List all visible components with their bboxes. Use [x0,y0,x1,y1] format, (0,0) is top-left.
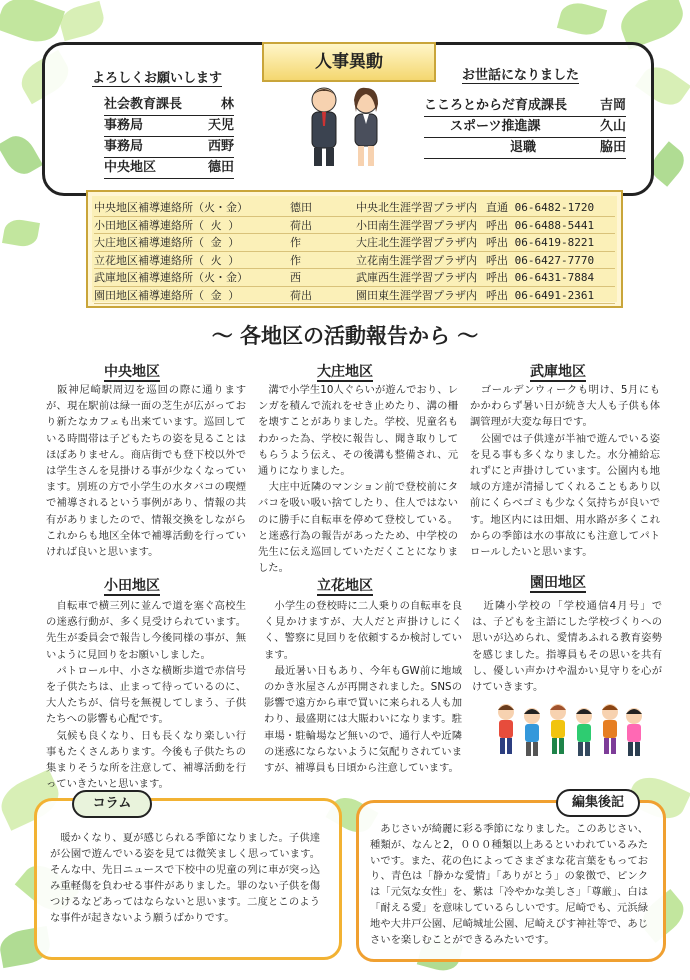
afterword-text: あじさいが綺麗に彩る季節になりました。このあじさい、種類が、なんと2，０００種類以上あるといわれているみたいです。また、花の色によってさまざまな花言葉をもっており、青色は「静かな愛情」「ありがとう」の象徴で、ピンクは「元気な女性」を、紫は「冷やかな美しさ」「尊厳」、白は「耐える愛」を意味しているらしいです。尼崎でも、元浜緑地や大井戸公園、尼崎城址公園、尼崎えびす神社等で、あじさいを楽しむことができるみたいです。 [370,823,649,946]
office-office: 中央地区補導連絡所（火・金） [94,201,248,214]
office-row [94,251,615,270]
district-text-sonoda: 近隣小学校の「学校通信4月号」では、子どもを主語にした学校づくりへの思いが込められ、愛情あふれる教育姿勢を感じました。指導員もその思いを共有し、優しい声かけや温かい見守りを心がけていきます。 [472,600,662,694]
office-staff: 荷出 [290,218,312,232]
office-contact-table [86,190,623,308]
list-item: こころとからだ育成課長 吉岡 [424,96,626,117]
outgoing-greeting: お世話になりました [462,64,579,84]
district-title-daisho: 大庄地区 [317,364,373,380]
list-item: 退職 脇田 [424,138,626,159]
district-title-tachibana: 立花地区 [317,578,373,594]
office-office: 立花地区補導連絡所（ 火 ） [94,253,240,267]
office-row [94,216,615,235]
office-office: 小田地区補導連絡所（ 火 ） [94,218,240,232]
outgoing-list [424,96,626,159]
office-place: 大庄北生涯学習プラザ内 [356,236,477,249]
office-place: 中央北生涯学習プラザ内 [356,201,477,214]
list-item: 社会教育課長 林 [104,95,234,116]
district-text-daisho: 溝で小学生10人ぐらいが遊んでおり、レンガを積んで流れをせき止めたり、溝の柵を壊すことがありました。学校、児童名もわかった為、学校に報告し、聞き取りしてもらうよう伝え、その後溝も整備され、元通りになりました。 大庄中近隣のマンション前で登校前にタバコを吸い吸い捨てしたり、住人ではないのに勝手に自転車を停めて登校している。と迷惑行為の報告があったため、中学校の先生に伝え巡回していただくことになりました。 [258,384,458,575]
list-item: 事務局 天児 [104,116,234,137]
district-text-tachibana: 小学生の登校時に二人乗りの自転車を良く見かけますが、大人だと声掛けしにくく、警察に見回りを依頼するか検討しています。 最近暑い日もあり、今年もGW前に地域のかき氷屋さんが再開されました。SNSの影響で遠方から車で買いに来られる人も加わり、最盛期には大賑わいになります。駐車場・駐輪場など無いので、通行人や近隣の迷惑にならないように気配りされていますが、補導員も日頃から注意しています。 [264,600,462,775]
office-tel: 直通 06-6482-1720 [486,201,595,214]
office-tel: 呼出 06-6491-2361 [486,288,595,302]
bowing-staff-illustration [300,82,392,170]
office-row [94,286,615,305]
office-office: 大庄地区補導連絡所（ 金 ） [94,236,240,249]
district-text-oda: 自転車で横三列に並んで道を塞ぐ高校生の迷惑行動が、多く見受けられています。先生が委員会で報告し今後同様の事が、無いように見回りをお願いしました。 パトロール中、小さな横断歩道で赤信号を子供たちは、止まって待っているのに、大人たちが、信号を無視してしまう、子供たちへの影響も心配です。 気候も良くなり、日も長くなり楽しい行事もたくさんあります。今後も子供たちの集まりそうな所を注意して、補導活動を行っていきたいと思います。 [46,600,246,791]
list-item: 事務局 西野 [104,137,234,158]
office-row [94,268,615,287]
office-place: 小田南生涯学習プラザ内 [356,218,477,232]
district-text-chuo: 阪神尼崎駅周辺を巡回の際に通りますが、現在駅前は緑一面の芝生が広がっており新たなカフェも出来ています。巡回している時間帯は子どもたちの姿を見ることはほぼありません。商店街でも登下校以外では学生さんを見掛ける事が少なくなっています。別班の方で小学生の水タバコの喫煙で補導されるという事例があり、情報の共有がありましたので、情報交換をしながらこれからも地区全体で補導活動を行っていければ良いと思います。 [46,384,246,559]
office-staff: 作 [290,236,301,249]
column-label: コラム [72,790,152,818]
district-title-sonoda: 園田地区 [530,575,586,591]
personnel-title: 人事異動 [262,42,436,82]
list-item: スポーツ推進課 久山 [424,117,626,138]
office-office: 武庫地区補導連絡所（火・金） [94,271,248,284]
office-tel: 呼出 06-6419-8221 [486,236,595,249]
children-illustration [492,702,650,760]
office-staff: 荷出 [290,288,312,302]
district-title-chuo: 中央地区 [104,364,160,380]
office-tel: 呼出 06-6427-7770 [486,253,595,267]
column-text: 暖かくなり、夏が感じられる季節になりました。子供達が公園で遊んでいる姿を見ては微笑ましく思っています。そんな中、先日ニュースで下校中の児童の列に車が突っ込み重軽傷を負わせる事件がありました。罪のない子供を傷つけるなどあってはならないと思います。二度とこのような事件が起きないよう願うばかりです。 [50,832,320,924]
office-staff: 德田 [290,201,312,214]
office-office: 園田地区補導連絡所（ 金 ） [94,288,240,302]
office-row [94,198,615,217]
office-tel: 呼出 06-6488-5441 [486,218,595,232]
incoming-list [104,95,234,179]
office-row [94,233,615,252]
office-place: 立花南生涯学習プラザ内 [356,253,477,267]
office-tel: 呼出 06-6431-7884 [486,271,595,284]
district-text-muko: ゴールデンウィークも明け、5月にもかかわらず暑い日が続き大人も子供も体調管理が大変な毎日です。 公園では子供達が半袖で遊んでいる姿を見る事も多くなりました。水分補給忘れずにと声掛けしています。公園内も地域の方達が清掃してくれることもあり以前にくらべゴミも少なく気持ちが良いです。地区内には田畑、用水路が多くこれからの季節は水の事故にも注意してパトロールしたいと思います。 [470,384,660,559]
office-staff: 西 [290,271,301,284]
office-staff: 作 [290,253,301,267]
office-place: 武庫西生涯学習プラザ内 [356,271,477,284]
office-place: 園田東生涯学習プラザ内 [356,288,477,302]
district-title-muko: 武庫地区 [530,364,586,380]
incoming-greeting: よろしくお願いします [92,67,222,87]
district-title-oda: 小田地区 [104,578,160,594]
report-title: ～ 各地区の活動報告から ～ [211,324,479,348]
afterword-label: 編集後記 [556,789,640,817]
list-item: 中央地区 德田 [104,158,234,179]
